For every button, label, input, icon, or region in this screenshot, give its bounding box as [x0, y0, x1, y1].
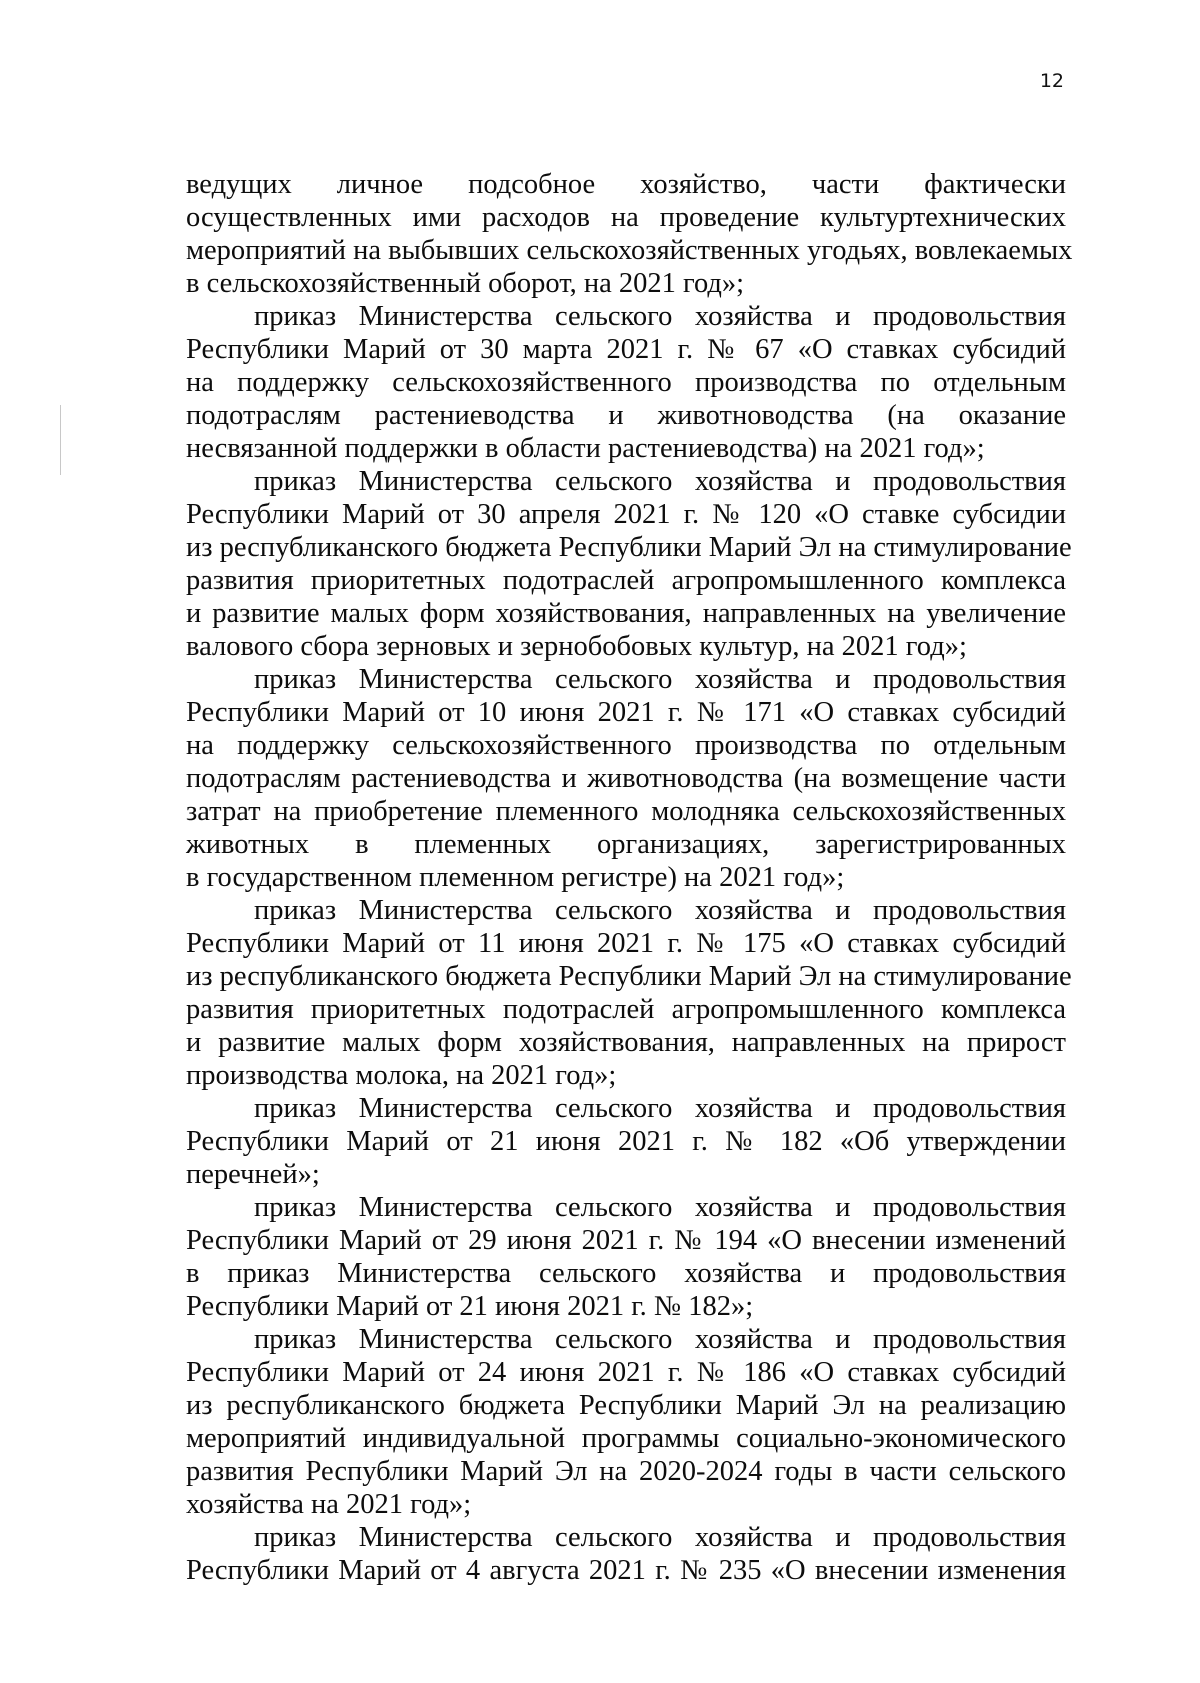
paragraph-line: Республики Марий от 21 июня 2021 г. № 182 «Об утверждении — [186, 1126, 1066, 1157]
paragraph — [186, 1191, 1066, 1323]
paragraph-line: приказ Министерства сельского хозяйства и продовольствия — [254, 664, 1066, 695]
paragraph — [186, 1521, 1066, 1587]
paragraph-line: развития приоритетных подотраслей агропромышленного комплекса — [186, 994, 1066, 1025]
paragraph-line: хозяйства на 2021 год»; — [186, 1489, 472, 1520]
document-body — [186, 168, 1073, 1587]
paragraph-line: приказ Министерства сельского хозяйства и продовольствия — [254, 1093, 1066, 1124]
paragraph-line: Республики Марий от 24 июня 2021 г. № 186 «О ставках субсидий — [186, 1357, 1066, 1388]
paragraph-line: Республики Марий от 30 марта 2021 г. № 67 «О ставках субсидий — [186, 334, 1066, 365]
paragraph-line: Республики Марий от 11 июня 2021 г. № 175 «О ставках субсидий — [186, 928, 1066, 959]
paragraph-line: мероприятий индивидуальной программы социально-экономического — [186, 1423, 1066, 1454]
page-number: 12 — [1039, 70, 1064, 92]
paragraph — [186, 168, 1073, 300]
paragraph-line: Республики Марий от 29 июня 2021 г. № 194 «О внесении изменений — [186, 1225, 1066, 1256]
paragraph-line: развития приоритетных подотраслей агропромышленного комплекса — [186, 565, 1066, 596]
paragraph-line: из республиканского бюджета Республики Марий Эл на стимулирование — [186, 961, 1072, 992]
paragraph-line: в государственном племенном регистре) на 2021 год»; — [186, 862, 845, 893]
paragraph-line: и развитие малых форм хозяйствования, направленных на прирост — [186, 1027, 1066, 1058]
paragraph-line: Республики Марий от 21 июня 2021 г. № 182»; — [186, 1291, 754, 1322]
paragraph-line: несвязанной поддержки в области растениеводства) на 2021 год»; — [186, 433, 985, 464]
paragraph-line: Республики Марий от 30 апреля 2021 г. № 120 «О ставке субсидии — [186, 499, 1066, 530]
paragraph — [186, 1323, 1066, 1521]
paragraph-line: ведущих личное подсобное хозяйство, части фактически — [186, 169, 1066, 200]
paragraph-line: в приказ Министерства сельского хозяйства и продовольствия — [186, 1258, 1066, 1289]
paragraph-line: животных в племенных организациях, зарегистрированных — [186, 829, 1066, 860]
paragraph — [186, 300, 1066, 465]
paragraph-line: затрат на приобретение племенного молодняка сельскохозяйственных — [186, 796, 1066, 827]
paragraph — [186, 1092, 1066, 1191]
paragraph-line: перечней»; — [186, 1159, 320, 1190]
paragraph-line: приказ Министерства сельского хозяйства и продовольствия — [254, 1324, 1066, 1355]
paragraph-line: мероприятий на выбывших сельскохозяйственных угодьях, вовлекаемых — [186, 235, 1073, 266]
paragraph — [186, 465, 1072, 663]
paragraph-line: валового сбора зерновых и зернобобовых культур, на 2021 год»; — [186, 631, 967, 662]
paragraph-line: подотраслям растениеводства и животноводства (на оказание — [186, 400, 1066, 431]
paragraph-line: приказ Министерства сельского хозяйства и продовольствия — [254, 466, 1066, 497]
paragraph-line: подотраслям растениеводства и животноводства (на возмещение части — [186, 763, 1066, 794]
paragraph — [186, 894, 1072, 1092]
paragraph-line: приказ Министерства сельского хозяйства и продовольствия — [254, 301, 1066, 332]
paragraph-line: Республики Марий от 4 августа 2021 г. № 235 «О внесении изменения — [186, 1555, 1066, 1586]
paragraph-line: из республиканского бюджета Республики Марий Эл на стимулирование — [186, 532, 1072, 563]
paragraph — [186, 663, 1066, 894]
paragraph-line: Республики Марий от 10 июня 2021 г. № 171 «О ставках субсидий — [186, 697, 1066, 728]
paragraph-line: из республиканского бюджета Республики Марий Эл на реализацию — [186, 1390, 1066, 1421]
paragraph-line: производства молока, на 2021 год»; — [186, 1060, 617, 1091]
scan-margin-mark — [60, 405, 61, 475]
paragraph-line: приказ Министерства сельского хозяйства и продовольствия — [254, 1192, 1066, 1223]
paragraph-line: приказ Министерства сельского хозяйства и продовольствия — [254, 895, 1066, 926]
paragraph-line: в сельскохозяйственный оборот, на 2021 год»; — [186, 268, 745, 299]
paragraph-line: развития Республики Марий Эл на 2020-2024 годы в части сельского — [186, 1456, 1066, 1487]
paragraph-line: на поддержку сельскохозяйственного производства по отдельным — [186, 367, 1066, 398]
paragraph-line: осуществленных ими расходов на проведение культуртехнических — [186, 202, 1066, 233]
paragraph-line: и развитие малых форм хозяйствования, направленных на увеличение — [186, 598, 1066, 629]
paragraph-line: приказ Министерства сельского хозяйства и продовольствия — [254, 1522, 1066, 1553]
paragraph-line: на поддержку сельскохозяйственного производства по отдельным — [186, 730, 1066, 761]
